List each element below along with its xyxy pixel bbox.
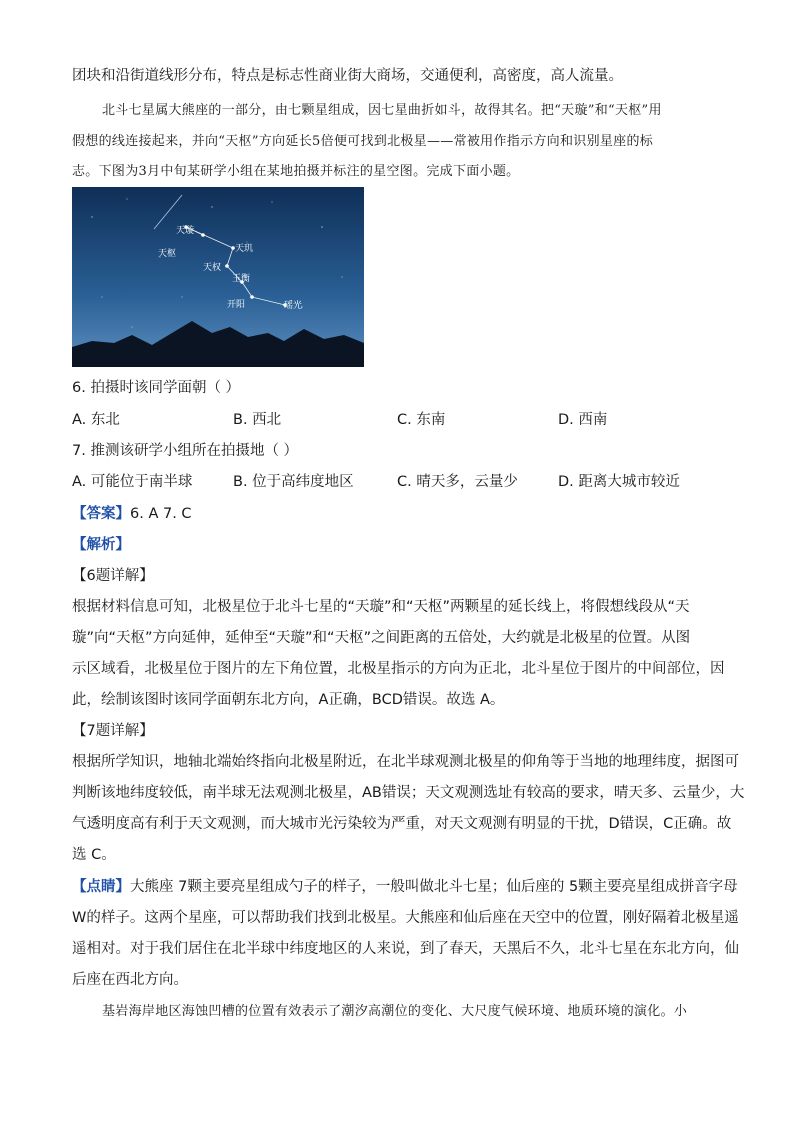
- q7-detail-line-3: 气透明度高有利于天文观测，而大城市光污染较为严重，对天文观测有明显的干扰，D错误，C正确。故: [72, 816, 732, 832]
- q7-option-c: C. 晴天多，云量少: [397, 474, 518, 490]
- label-yaoguang: 瑶光: [284, 301, 303, 311]
- q6-detail-label: 【6题详解】: [72, 568, 154, 584]
- label-tianshu: 天枢: [158, 249, 177, 259]
- q6-option-a: A. 东北: [72, 412, 120, 428]
- q7-option-d: D. 距离大城市较近: [558, 474, 680, 490]
- label-tianxuan: 天璇: [176, 226, 195, 236]
- q6-option-b: B. 西北: [233, 412, 282, 428]
- answer-label: 【答案】: [72, 506, 130, 522]
- q6-detail-line-3: 示区域看，北极星位于图片的左下角位置，北极星指示的方向为正北，北斗星位于图片的中间部位，因: [72, 661, 725, 677]
- q6-detail-line-2: 璇”向“天枢”方向延伸，延伸至“天璇”和“天枢”之间距离的五倍处，大约就是北极星的位置。从图: [72, 630, 691, 646]
- label-tianji: 天玑: [235, 244, 254, 254]
- tip-text-1: 大熊座 7颗主要亮星组成勺子的样子，一般叫做北斗七星；仙后座的 5颗主要亮星组成拼音字母: [130, 879, 738, 895]
- q7-option-b: B. 位于高纬度地区: [233, 474, 354, 490]
- material-line-3: 志。下图为3月中旬某研学小组在某地拍摄并标注的星空图。完成下面小题。: [72, 164, 520, 179]
- q7-stem: 7. 推测该研学小组所在拍摄地（ ）: [72, 443, 299, 459]
- q6-option-d: D. 西南: [558, 412, 608, 428]
- star-tianxuan: [201, 233, 205, 237]
- label-kaiyang: 开阳: [227, 300, 246, 310]
- answer-text: 6. A 7. C: [130, 506, 192, 522]
- q7-detail-line-2: 判断该地纬度较低，南半球无法观测北极星，AB错误；天文观测选址有较高的要求，晴天多、云量少，大: [72, 785, 745, 801]
- q6-detail-line-4: 此，绘制该图时该同学面朝东北方向，A正确，BCD错误。故选 A。: [72, 692, 505, 708]
- star-map-photo: [72, 187, 364, 367]
- q7-detail-label: 【7题详解】: [72, 723, 154, 739]
- q6-stem: 6. 拍摄时该同学面朝（ ）: [72, 380, 241, 396]
- tip-line-1: [72, 877, 738, 897]
- tip-label: 【点睛】: [72, 879, 130, 895]
- label-tianquan: 天权: [203, 263, 222, 273]
- material-line-1: 北斗七星属大熊座的一部分，由七颗星组成，因七星曲折如斗，故得其名。把“天璇”和“天枢”用: [102, 103, 662, 118]
- q6-option-c: C. 东南: [397, 412, 446, 428]
- tip-line-3: 遥相对。对于我们居住在北半球中纬度地区的人来说，到了春天，天黑后不久，北斗七星在东北方向，仙: [72, 941, 739, 957]
- tip-line-4: 后座在西北方向。: [72, 972, 188, 988]
- star-map-svg: [72, 187, 364, 367]
- star-tianquan: [225, 264, 229, 268]
- q7-detail-line-1: 根据所学知识，地轴北端始终指向北极星附近，在北半球观测北极星的仰角等于当地的地理纬度，据图可: [72, 754, 739, 770]
- material-line-2: 假想的线连接起来，并向“天枢”方向延长5倍便可找到北极星——常被用作指示方向和识别星座的标: [72, 134, 654, 149]
- q7-option-a: A. 可能位于南半球: [72, 474, 193, 490]
- q7-detail-line-4: 选 C。: [72, 847, 116, 863]
- tip-line-2: W的样子。这两个星座，可以帮助我们找到北极星。大熊座和仙后座在天空中的位置，刚好隔着北极星遥: [72, 910, 739, 926]
- next-material-line: 基岩海岸地区海蚀凹槽的位置有效表示了潮汐高潮位的变化、大尺度气候环境、地质环境的演化。小: [102, 1004, 688, 1019]
- intro-line: 团块和沿街道线形分布，特点是标志性商业街大商场，交通便利，高密度，高人流量。: [72, 68, 623, 84]
- answer-line: [72, 504, 192, 524]
- analysis-label: 【解析】: [72, 537, 130, 553]
- q6-detail-line-1: 根据材料信息可知，北极星位于北斗七星的“天璇”和“天枢”两颗星的延长线上，将假想线段从“天: [72, 599, 690, 615]
- label-yuheng: 玉衡: [232, 274, 251, 284]
- star-kaiyang: [250, 295, 254, 299]
